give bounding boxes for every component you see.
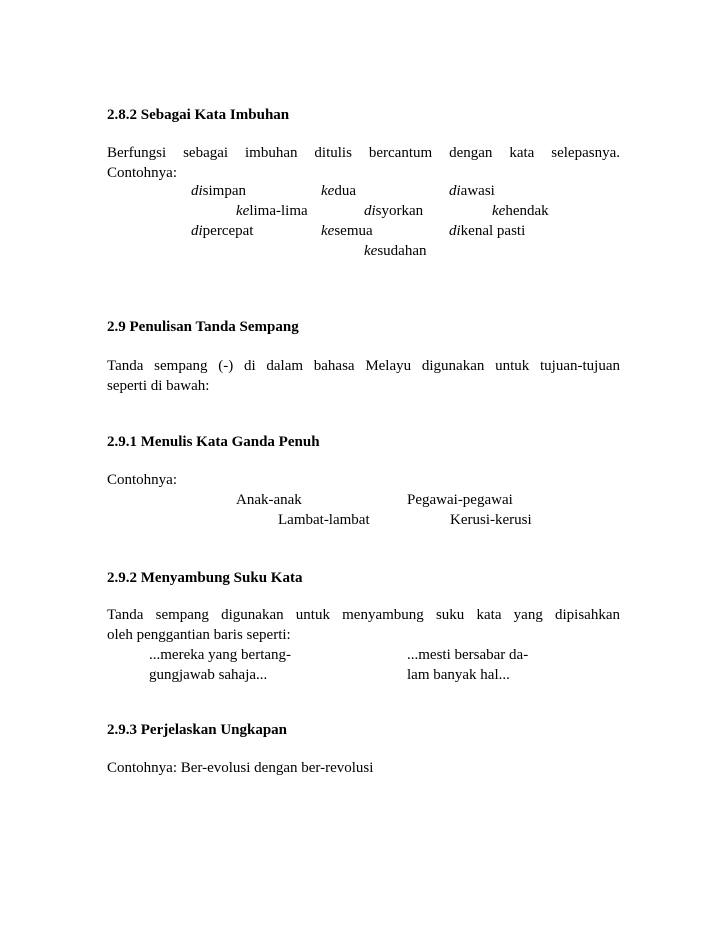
example-line: ...mesti bersabar da- [407,647,529,663]
example-line: gungjawab sahaja... [149,667,268,683]
heading-2-9-1: 2.9.1 Menulis Kata Ganda Penuh [107,434,320,450]
example-word [321,221,373,241]
example-word [492,201,549,221]
prefix: ke [364,243,378,259]
heading-2-9: 2.9 Penulisan Tanda Sempang [107,319,299,335]
example-intro: Contohnya: [107,472,177,488]
example-word [449,181,495,201]
example-word [364,241,426,261]
stem: awasi [460,183,495,199]
example-word [364,201,423,221]
example-word: Kerusi-kerusi [450,512,532,528]
paragraph-line: Berfungsi sebagai imbuhan ditulis bercantum dengan kata selepasnya. [107,145,620,161]
stem: simpan [202,183,247,199]
heading-2-9-2: 2.9.2 Menyambung Suku Kata [107,570,303,586]
example-line: Contohnya: Ber-evolusi dengan ber-revolusi [107,760,374,776]
example-word [236,201,308,221]
prefix: di [449,223,461,239]
heading-2-9-3: 2.9.3 Perjelaskan Ungkapan [107,722,288,738]
paragraph-line: Contohnya: [107,165,177,181]
prefix: ke [492,203,506,219]
paragraph-line: oleh penggantian baris seperti: [107,627,291,643]
prefix: di [449,183,461,199]
stem: dua [334,183,356,199]
stem: lima-lima [249,203,308,219]
prefix: di [364,203,376,219]
example-line: ...mereka yang bertang- [149,647,292,663]
example-word: Lambat-lambat [278,512,370,528]
example-word: Pegawai-pegawai [407,492,513,508]
stem: syorkan [375,203,424,219]
paragraph-line: Tanda sempang (-) di dalam bahasa Melayu digunakan untuk tujuan-tujuan [107,358,620,374]
paragraph-line: seperti di bawah: [107,378,210,394]
example-word [191,221,253,241]
prefix: ke [321,183,335,199]
prefix: ke [236,203,250,219]
example-word [449,221,525,241]
prefix: ke [321,223,335,239]
stem: hendak [505,203,549,219]
paragraph-2-9 [107,356,620,396]
paragraph-2-8-2 [107,143,620,183]
example-line: lam banyak hal... [407,667,510,683]
example-word [321,181,356,201]
stem: semua [334,223,373,239]
prefix: di [191,183,203,199]
stem: kenal pasti [460,223,526,239]
example-word: Anak-anak [236,492,302,508]
heading-2-8-2: 2.8.2 Sebagai Kata Imbuhan [107,107,290,123]
paragraph-line: Tanda sempang digunakan untuk menyambung suku kata yang dipisahkan [107,607,620,623]
stem: percepat [202,223,254,239]
prefix: di [191,223,203,239]
paragraph-2-9-2 [107,605,620,645]
stem: sudahan [377,243,427,259]
example-word [191,181,246,201]
